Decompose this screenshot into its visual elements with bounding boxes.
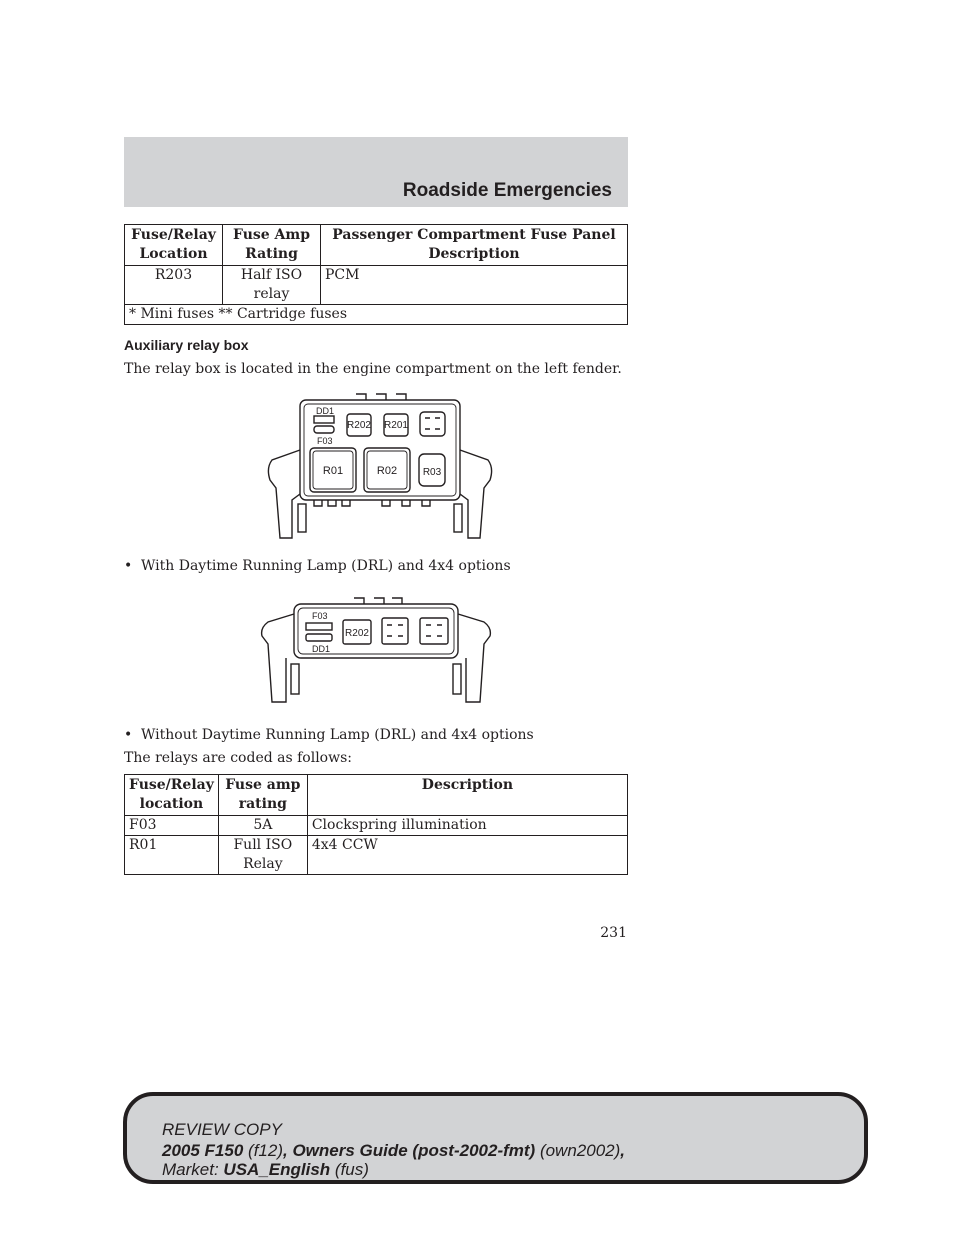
bullet-with-drl-text: With Daytime Running Lamp (DRL) and 4x4 options [141, 558, 511, 574]
cell-rating: Half ISO relay [223, 266, 321, 305]
cell-description: Clockspring illumination [307, 816, 627, 836]
footer-guide: , Owners Guide (post-2002-fmt) [283, 1141, 536, 1160]
label-r202: R202 [345, 628, 369, 639]
cell-location: F03 [125, 816, 219, 836]
footer-market-line [162, 1160, 369, 1180]
table-footnote-row [125, 305, 628, 325]
table-row [125, 816, 628, 836]
relay-box-diagram-drl [262, 388, 498, 548]
cell-description: PCM [321, 266, 628, 305]
aux-relay-heading: Auxiliary relay box [124, 337, 249, 353]
bullet-symbol: • [124, 558, 133, 574]
aux-relay-table [124, 774, 628, 875]
footer-comma: , [620, 1141, 625, 1160]
label-dd1: DD1 [316, 406, 335, 416]
label-r202: R202 [347, 420, 371, 431]
label-r03: R03 [422, 467, 442, 478]
table-footnote: * Mini fuses ** Cartridge fuses [125, 305, 628, 325]
col-header-location: Fuse/Relay Location [125, 225, 223, 266]
relays-coded-text: The relays are coded as follows: [124, 750, 352, 766]
section-header-band [124, 137, 628, 207]
passenger-fuse-table [124, 224, 628, 325]
aux-intro-text: The relay box is located in the engine compartment on the left fender. [124, 361, 622, 377]
cell-description: 4x4 CCW [307, 836, 627, 875]
page-number: 231 [600, 925, 627, 941]
footer-model-line [162, 1141, 625, 1161]
label-r02: R02 [376, 465, 398, 477]
label-f03: F03 [312, 611, 328, 621]
col-header-rating: Fuse amp rating [218, 775, 307, 816]
footer-market-label: Market: [162, 1160, 219, 1179]
cell-location: R203 [125, 266, 223, 305]
cell-rating: Full ISO Relay [218, 836, 307, 875]
footer-review: REVIEW COPY [162, 1120, 282, 1139]
footer-model: 2005 F150 [162, 1141, 244, 1160]
col-header-description: Passenger Compartment Fuse Panel Description [321, 225, 628, 266]
label-r201: R201 [384, 420, 408, 431]
cell-rating: 5A [218, 816, 307, 836]
footer-model-code: (f12) [248, 1141, 283, 1160]
section-title: Roadside Emergencies [402, 180, 612, 201]
table-row [125, 266, 628, 305]
cell-location: R01 [125, 836, 219, 875]
table-row [125, 836, 628, 875]
col-header-location: Fuse/Relay location [125, 775, 219, 816]
relay-box-diagram-no-drl [256, 596, 500, 714]
review-copy-footer [123, 1092, 868, 1184]
col-header-rating: Fuse Amp Rating [223, 225, 321, 266]
footer-market: USA_English [223, 1160, 331, 1179]
table-header-row [125, 775, 628, 816]
col-header-description: Description [307, 775, 627, 816]
bullet-without-drl-text: Without Daytime Running Lamp (DRL) and 4x4 options [141, 727, 534, 743]
table-header-row [125, 225, 628, 266]
bullet-with-drl [124, 558, 511, 574]
label-f03: F03 [317, 436, 333, 446]
footer-guide-code: (own2002) [539, 1141, 621, 1160]
label-r01: R01 [322, 465, 344, 477]
footer-market-code: (fus) [334, 1160, 369, 1179]
bullet-without-drl [124, 727, 534, 743]
label-dd1: DD1 [312, 644, 331, 654]
bullet-symbol: • [124, 727, 133, 743]
